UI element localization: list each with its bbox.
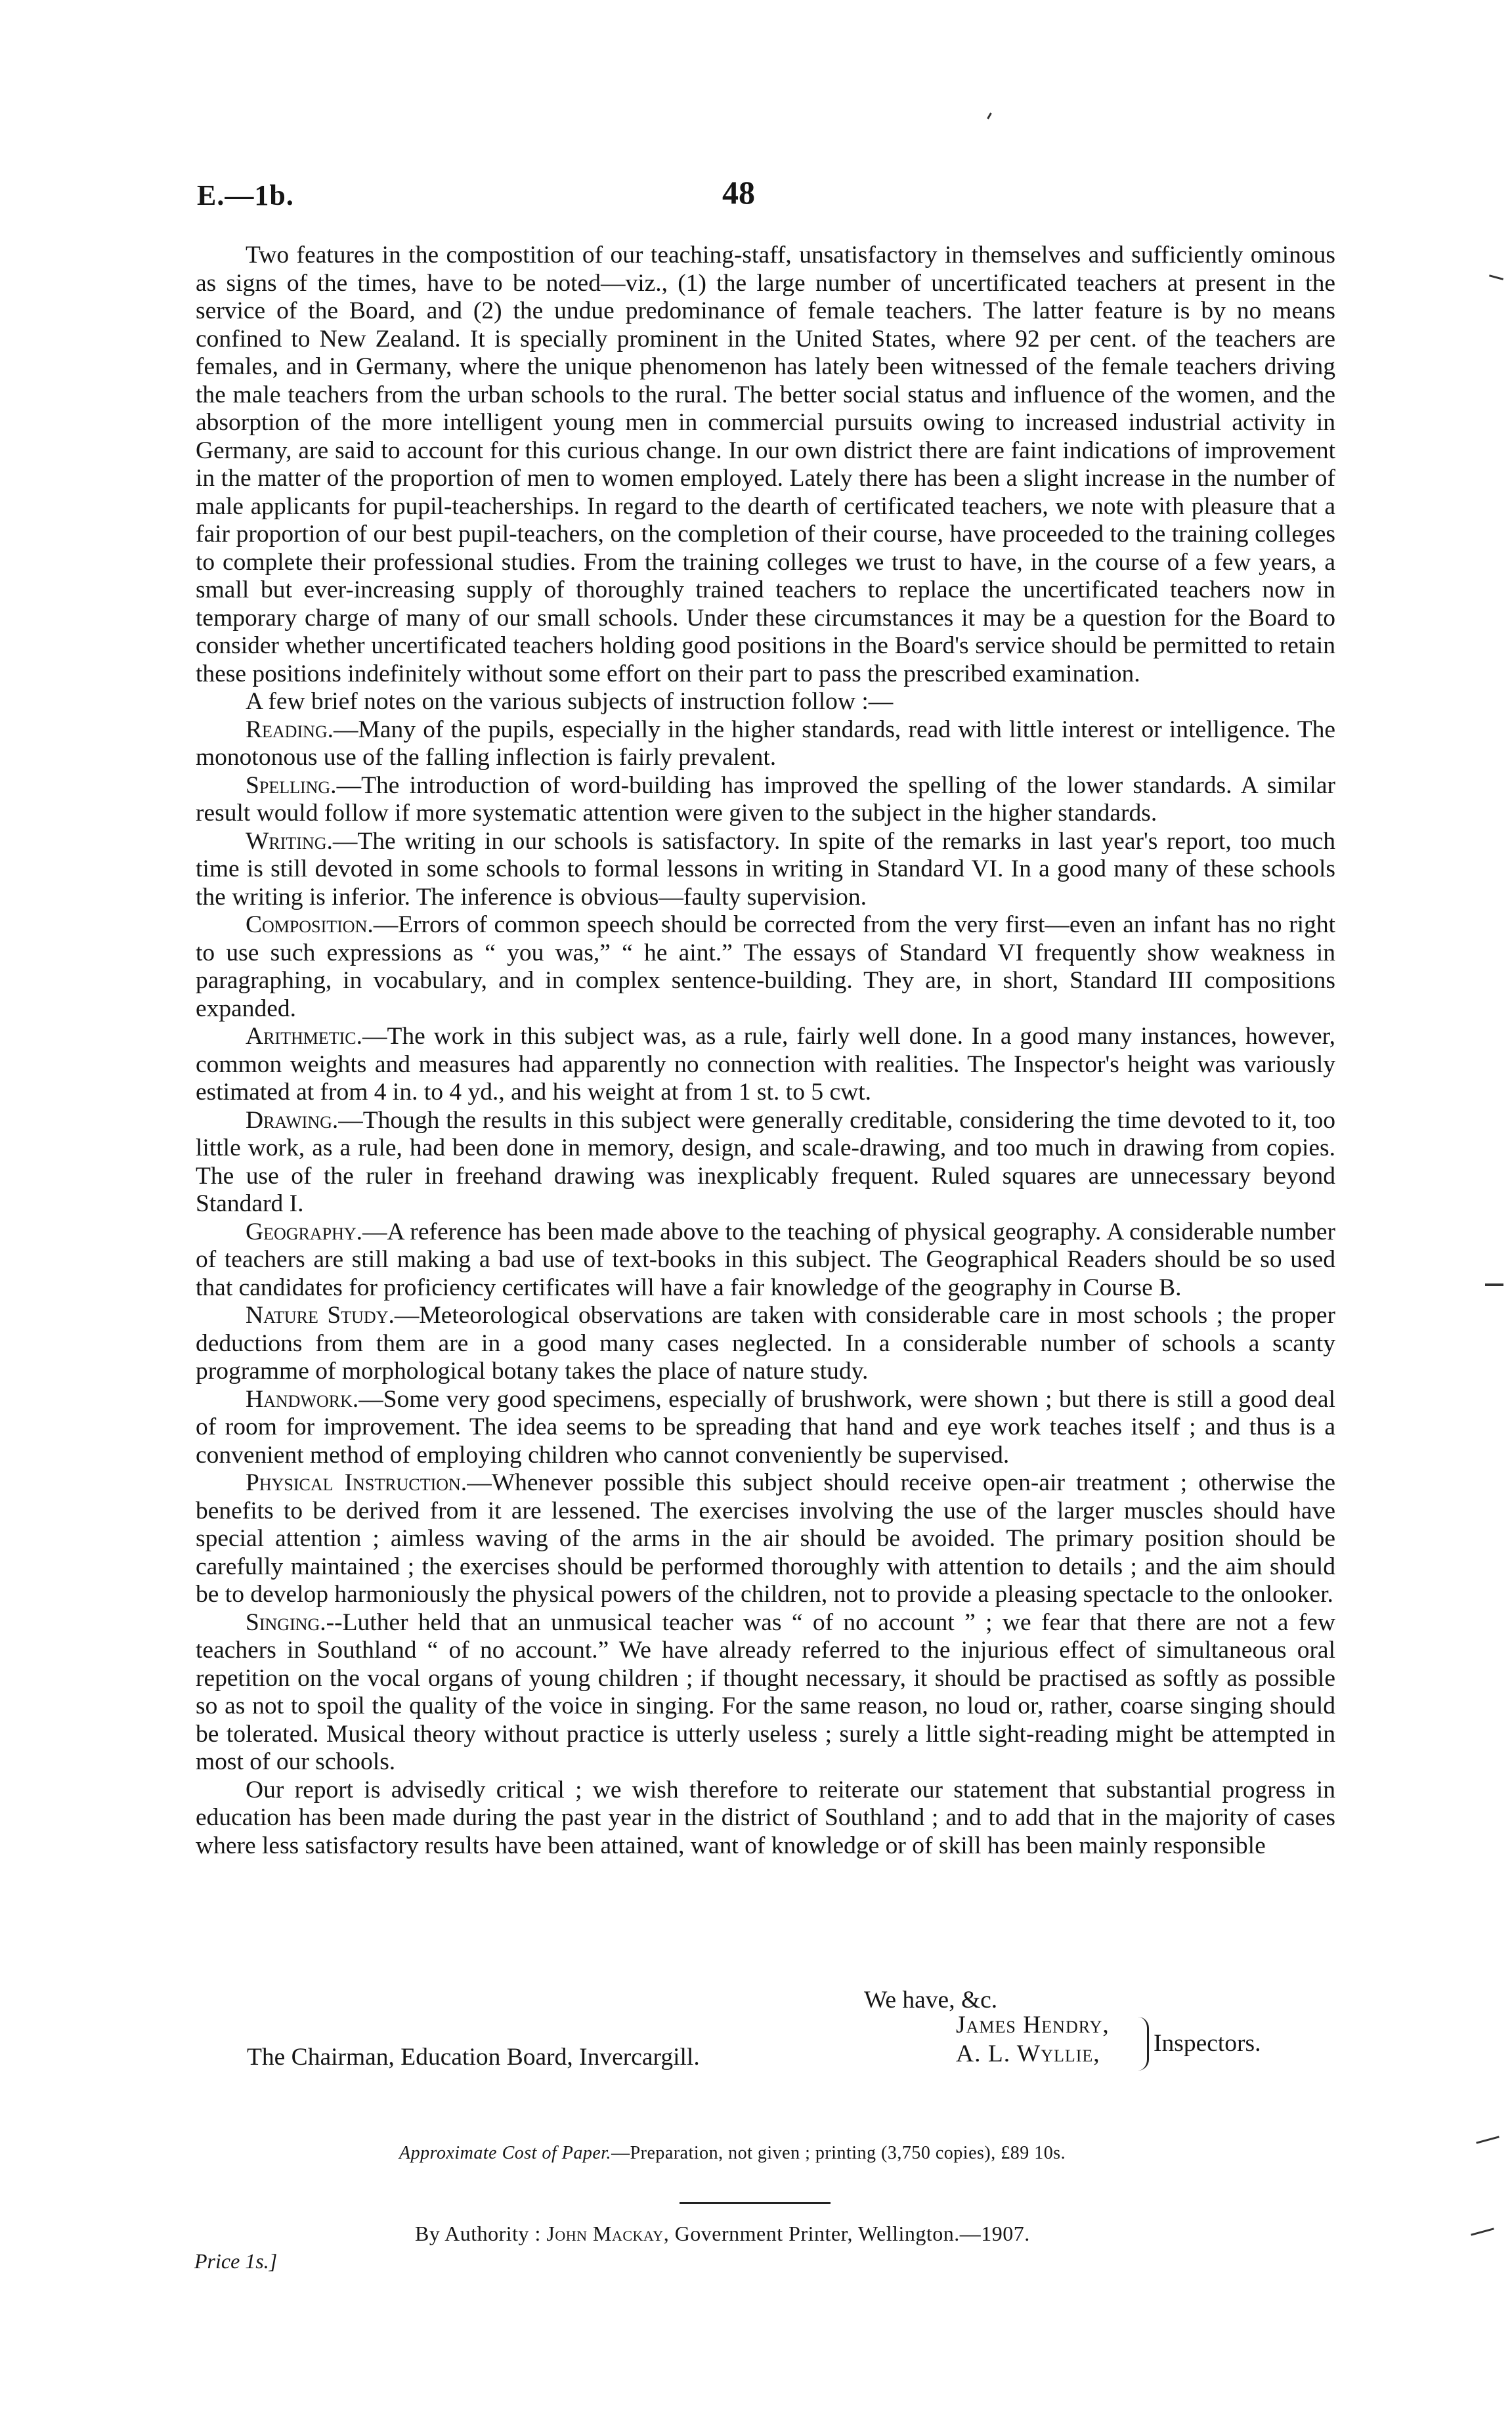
paragraph-geography: Geography.—A reference has been made above to the teaching of physical geography. A considerable number of teachers are still making a bad use of text-books in this subject. The Geographical Readers should be so used that candidates for proficiency certificates will have a fair knowledge of the geography in Course B. bbox=[196, 1218, 1335, 1301]
signatory-name: James Hendry, bbox=[956, 2012, 1110, 2038]
paragraph-physical-instruction: Physical Instruction.—Whenever possible this subject should receive open-air treatment ; otherwise the benefits to be derived from it are lessened. The exercises involving the use of the larger muscles should have special attention ; aimless waving of the arms in the air should be avoided. The primary position should be carefully maintained ; the exercises should be performed thoroughly with attention to details ; and the aim should be to develop harmoniously the physical powers of the children, not to provide a pleasing spectacle to the onlooker. bbox=[196, 1469, 1336, 1608]
report-body bbox=[196, 242, 1335, 1860]
section-heading: Singing. bbox=[246, 1608, 326, 1636]
signatory-brace bbox=[1138, 2017, 1149, 2071]
page-number: 48 bbox=[722, 174, 755, 211]
parliamentary-paper-reference: E.—1b. bbox=[197, 179, 294, 211]
paragraph-writing: Writing.—The writing in our schools is satisfactory. In spite of the remarks in last year's report, too much time is still devoted in some schools to formal lessons in writing in Standard VI. In a good many of these schools the writing is inferior. The inference is obvious—faulty supervision. bbox=[196, 827, 1335, 911]
margin-mark bbox=[1485, 1283, 1503, 1286]
paragraph-handwork: Handwork.—Some very good specimens, especially of brushwork, were shown ; but there is still a good deal of room for improvement. The idea seems to be spreading that hand and eye work teaches itself ; and thus is a convenient method of employing children who cannot conveniently be supervised. bbox=[196, 1385, 1335, 1469]
section-heading: Drawing. bbox=[246, 1106, 339, 1134]
section-heading: Handwork. bbox=[246, 1385, 359, 1413]
price-note: Price 1s.] bbox=[194, 2249, 278, 2273]
margin-mark bbox=[1489, 274, 1503, 280]
margin-mark bbox=[1471, 2228, 1494, 2235]
section-heading: Writing. bbox=[246, 827, 333, 855]
signatory-name: A. L. Wyllie, bbox=[956, 2040, 1100, 2067]
section-heading: Spelling. bbox=[246, 771, 337, 799]
margin-mark bbox=[987, 112, 992, 119]
paragraph-spelling: Spelling.—The introduction of word-building has improved the spelling of the lower standards. A similar result would follow if more systematic attention were given to the subject in the higher standards. bbox=[196, 771, 1335, 827]
paragraph-reading: Reading.—Many of the pupils, especially in the higher standards, read with little interest or intelligence. The monotonous use of the falling inflection is fairly prevalent. bbox=[196, 716, 1335, 771]
paragraph-arithmetic: Arithmetic.—The work in this subject was, as a rule, fairly well done. In a good many instances, however, common weights and measures had apparently no connection with realities. The Inspector's height was variously estimated at from 4 in. to 4 yd., and his weight at from 1 st. to 5 cwt. bbox=[196, 1023, 1335, 1106]
cost-of-paper-note: Approximate Cost of Paper.—Preparation, not given ; printing (3,750 copies), £89 10s. bbox=[399, 2143, 1066, 2163]
footer-rule bbox=[680, 2202, 831, 2204]
section-heading: Nature Study. bbox=[246, 1302, 395, 1329]
paragraph-conclusion: Our report is advisedly critical ; we wish therefore to reiterate our statement that substantial progress in education has been made during the past year in the district of Southland ; and to add that in the majority of cases where less satisfactory results have been attained, want of knowledge or of skill has been mainly responsible bbox=[196, 1776, 1335, 1859]
paragraph-singing: Singing.--Luther held that an unmusical teacher was “ of no account ” ; we fear that there are not a few teachers in Southland “ of no account.” We have already referred to the injurious effect of simultaneous oral repetition on the vocal organs of young children ; if thought necessary, it should be practised as softly as possible so as not to spoil the quality of the voice in singing. For the same reason, no loud or, rather, coarse singing should be tolerated. Musical theory without practice is utterly useless ; surely a little sight-reading might be attempted in most of our schools. bbox=[196, 1608, 1335, 1775]
signatory-role: Inspectors. bbox=[1154, 2030, 1261, 2057]
section-heading: Physical Instruction. bbox=[246, 1469, 467, 1496]
section-heading: Geography. bbox=[246, 1218, 363, 1245]
paragraph-nature-study: Nature Study.—Meteorological observations are taken with considerable care in most schools ; the proper deductions from them are in a good many cases neglected. In a considerable number of schools a scanty programme of morphological botany takes the place of nature study. bbox=[196, 1302, 1336, 1385]
paragraph-drawing: Drawing.—Though the results in this subject were generally creditable, considering the time devoted to it, too little work, as a rule, had been done in memory, design, and scale-drawing, and too much in drawing from copies. The use of the ruler in freehand drawing was inexplicably frequent. Ruled squares are unnecessary beyond Standard I. bbox=[196, 1106, 1335, 1217]
paragraph-composition: Composition.—Errors of common speech should be corrected from the very first—even an infant has no right to use such expressions as “ you was,” “ he aint.” The essays of Standard VI frequently show weakness in paragraphing, in vocabulary, and in complex sentence-building. They are, in short, Standard III compositions expanded. bbox=[196, 911, 1335, 1022]
paragraph-subjects-intro: A few brief notes on the various subjects of instruction follow :— bbox=[246, 688, 894, 715]
signature-block bbox=[956, 2011, 1110, 2069]
margin-mark bbox=[1476, 2136, 1500, 2144]
paragraph-teaching-staff: Two features in the compostition of our teaching-staff, unsatisfactory in themselves and sufficiently ominous as signs of the times, have to be noted—viz., (1) the large number of uncertificated teachers at present in the service of the Board, and (2) the undue predominance of female teachers. The latter feature is by no means confined to New Zealand. It is specially prominent in the United States, where 92 per cent. of the teachers are females, and in Germany, where the unique phenomenon has lately been witnessed of the female teachers driving the male teachers from the urban schools to the rural. The better social status and influence of the women, and the absorption of the more intelligent young men in commercial pursuits owing to increased industrial activity in Germany, are said to account for this curious change. In our own district there are faint indications of improvement in the matter of the proportion of men to women employed. Lately there has been a slight increase in the number of male applicants for pupil-teacherships. In regard to the dearth of certificated teachers, we note with pleasure that a fair proportion of our best pupil-teachers, on the completion of their course, have proceeded to the training colleges to complete their professional studies. From the training colleges we trust to have, in the course of a few years, a small but ever-increasing supply of thoroughly trained teachers to replace the uncertificated teachers now in temporary charge of many of our small schools. Under these circumstances it may be a question for the Board to consider whether uncertificated teachers holding good positions in the Board's service should be permitted to retain these positions indefinitely without some effort on their part to pass the prescribed examination. bbox=[196, 242, 1335, 687]
addressee: The Chairman, Education Board, Invercargill. bbox=[247, 2044, 700, 2071]
section-heading: Arithmetic. bbox=[246, 1023, 362, 1050]
section-heading: Composition. bbox=[246, 911, 374, 938]
closing-salutation: We have, &c. bbox=[864, 1987, 998, 2014]
printer-authority: By Authority : John Mackay, Government Printer, Wellington.—1907. bbox=[415, 2222, 1030, 2245]
section-heading: Reading. bbox=[246, 716, 334, 743]
